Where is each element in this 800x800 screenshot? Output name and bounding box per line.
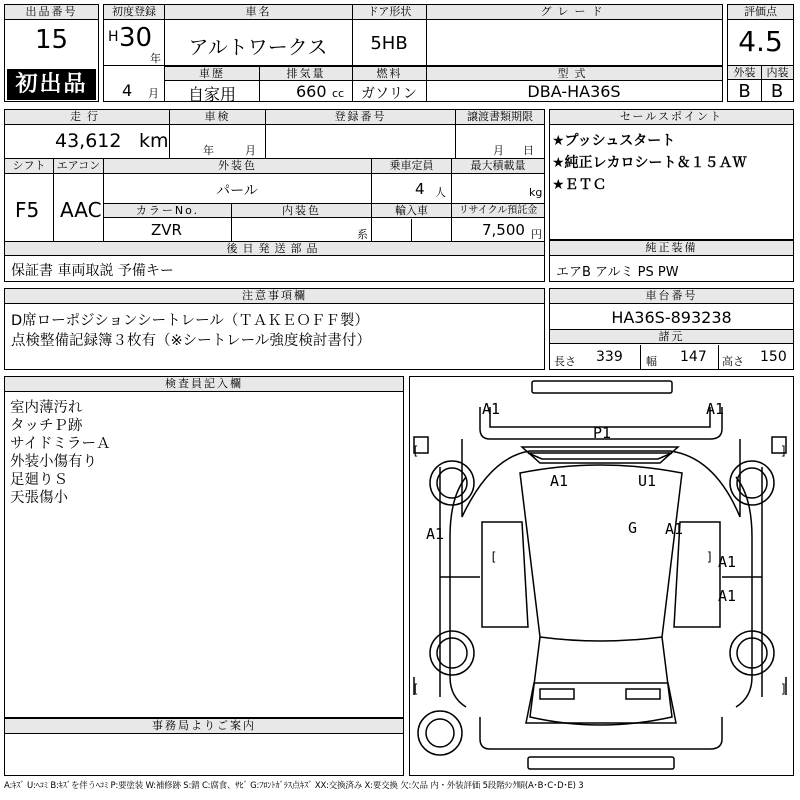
transfer-month-unit: 月 bbox=[493, 144, 504, 157]
lot-number-box bbox=[4, 4, 99, 102]
height: 150 bbox=[760, 349, 787, 365]
width-label: 幅 bbox=[646, 355, 657, 368]
year-unit: 年 bbox=[150, 52, 161, 65]
sales-point-1: ★プッシュスタート bbox=[552, 133, 676, 149]
chassis-number: HA36S-893238 bbox=[611, 308, 732, 327]
svg-text:]: ] bbox=[780, 444, 788, 458]
svg-text:[: [ bbox=[412, 682, 420, 696]
displacement-unit: cc bbox=[332, 87, 345, 100]
door-label: ドア形状 bbox=[352, 5, 426, 20]
inspector-line-3: サイドミラーＡ bbox=[10, 436, 111, 452]
month-unit: 月 bbox=[148, 87, 159, 100]
svg-text:]: ] bbox=[780, 682, 788, 696]
mileage-label: 走行 bbox=[5, 110, 169, 125]
length-label: 長さ bbox=[554, 355, 576, 368]
inspector-label: 検査員記入欄 bbox=[5, 377, 403, 392]
chassis-box bbox=[549, 288, 794, 370]
shift-label: シフト bbox=[5, 159, 53, 174]
length: 339 bbox=[596, 349, 623, 365]
lot-number: 15 bbox=[34, 25, 69, 55]
damage-mark-front-right: A1 bbox=[706, 400, 725, 418]
grade-label: グレード bbox=[426, 5, 722, 20]
sales-points-box bbox=[549, 109, 794, 240]
shift: F5 bbox=[15, 198, 40, 222]
car-diagram-box bbox=[409, 376, 794, 776]
sales-point-2: ★純正レカロシート＆１５ＡＷ bbox=[552, 155, 747, 171]
capacity-unit: 人 bbox=[435, 186, 446, 199]
chassis-label: 車台番号 bbox=[550, 289, 793, 304]
history: 自家用 bbox=[187, 85, 236, 104]
interior-grade: B bbox=[770, 81, 784, 102]
door-type: 5HB bbox=[370, 33, 408, 54]
ac: AAC bbox=[60, 198, 102, 222]
interior-grade-label: 内装 bbox=[761, 65, 793, 80]
recycle-unit: 円 bbox=[531, 228, 542, 241]
damage-mark-right-door-front: A1 bbox=[718, 553, 737, 571]
history-label: 車歴 bbox=[165, 66, 259, 81]
color-no-label: カラーNo. bbox=[104, 203, 231, 218]
inspector-line-6: 天張傷小 bbox=[10, 490, 68, 506]
mileage-unit: km bbox=[139, 130, 169, 152]
first-reg-label: 初度登録 bbox=[104, 5, 164, 20]
genuine-equipment-label: 純正装備 bbox=[550, 241, 793, 256]
later-parts-label: 後日発送部品 bbox=[5, 241, 544, 256]
transfer-day-unit: 日 bbox=[523, 144, 534, 157]
inspector-box bbox=[4, 376, 404, 718]
inspection-year-unit: 年 bbox=[203, 144, 214, 157]
exterior-grade: B bbox=[738, 81, 751, 102]
notes-label: 注意事項欄 bbox=[5, 289, 544, 304]
fuel-label: 燃料 bbox=[352, 66, 426, 81]
model: DBA-HA36S bbox=[527, 82, 621, 101]
inspection-label: 車検 bbox=[169, 110, 265, 125]
damage-mark-roof: G bbox=[628, 519, 638, 537]
notes-line-1: D席ローポジションシートレール（ＴＡＫＥＯＦＦ製） bbox=[11, 313, 369, 329]
details-grid bbox=[4, 109, 545, 256]
recycle-label: リサイクル預託金 bbox=[451, 203, 544, 218]
import-label: 輸入車 bbox=[371, 203, 451, 218]
width: 147 bbox=[680, 349, 707, 365]
int-color-label: 内装色 bbox=[231, 203, 371, 218]
svg-text:[: [ bbox=[490, 550, 498, 564]
exterior-grade-label: 外装 bbox=[728, 65, 761, 80]
svg-text:]: ] bbox=[706, 550, 714, 564]
reg-no-label: 登録番号 bbox=[265, 110, 455, 125]
first-reg-year: 30 bbox=[119, 23, 153, 53]
ext-color-label: 外装色 bbox=[103, 159, 371, 174]
int-color-unit: 系 bbox=[357, 228, 368, 241]
damage-mark-left-side: A1 bbox=[426, 525, 445, 543]
notes-line-2: 点検整備記録簿３枚有（※シートレール強度検討書付） bbox=[11, 333, 371, 349]
height-label: 高さ bbox=[722, 355, 744, 368]
office-box bbox=[4, 718, 404, 776]
displacement: 660 bbox=[296, 82, 327, 101]
notes-box bbox=[4, 288, 545, 370]
max-load-unit: kg bbox=[529, 186, 543, 199]
genuine-equipment-box bbox=[549, 240, 794, 282]
score-label: 評価点 bbox=[728, 5, 793, 20]
vehicle-header-grid bbox=[103, 4, 723, 102]
inspection-month-unit: 月 bbox=[245, 144, 256, 157]
damage-mark-front-left: A1 bbox=[482, 400, 501, 418]
score-box bbox=[727, 4, 794, 102]
model-label: 型式 bbox=[426, 66, 722, 81]
car-name: アルトワークス bbox=[188, 35, 328, 59]
lot-number-label: 出品番号 bbox=[5, 5, 98, 20]
damage-mark-hood-left: A1 bbox=[550, 472, 569, 490]
damage-mark-hood-right: U1 bbox=[638, 472, 657, 490]
damage-mark-right-door-rear: A1 bbox=[718, 587, 737, 605]
displacement-label: 排気量 bbox=[259, 66, 352, 81]
later-parts-box bbox=[4, 255, 545, 282]
color-no: ZVR bbox=[151, 221, 182, 239]
damage-mark-windshield: P1 bbox=[593, 424, 612, 442]
ext-color: パール bbox=[216, 183, 258, 199]
capacity: 4 bbox=[415, 180, 425, 198]
inspector-line-4: 外装小傷有り bbox=[10, 454, 97, 470]
recycle: 7,500 bbox=[482, 221, 525, 239]
ac-label: エアコン bbox=[53, 159, 103, 174]
damage-mark-roof-right: A1 bbox=[665, 520, 684, 538]
sales-point-3: ★ＥＴＣ bbox=[552, 177, 607, 193]
svg-text:[: [ bbox=[412, 444, 420, 458]
inspector-line-2: タッチＰ跡 bbox=[10, 418, 83, 434]
fuel: ガソリン bbox=[361, 86, 417, 102]
inspector-line-5: 足廻りＳ bbox=[10, 472, 68, 488]
score: 4.5 bbox=[738, 25, 783, 58]
transfer-label: 譲渡書類期限 bbox=[455, 110, 544, 125]
spec-label: 諸元 bbox=[550, 329, 793, 344]
later-parts: 保証書 車両取説 予備キー bbox=[11, 263, 174, 279]
genuine-equipment: エアB アルミ PS PW bbox=[556, 265, 679, 280]
mileage: 43,612 bbox=[55, 130, 122, 152]
max-load-label: 最大積載量 bbox=[451, 159, 544, 174]
first-listing-badge: 初出品 bbox=[7, 69, 96, 100]
car-name-label: 車名 bbox=[164, 5, 352, 20]
inspector-line-1: 室内薄汚れ bbox=[10, 400, 83, 416]
era: H bbox=[108, 29, 119, 45]
office-label: 事務局よりご案内 bbox=[5, 719, 403, 734]
legend: A:ｷｽﾞ U:ﾍｺﾐ B:ｷｽﾞを伴うﾍｺﾐ P:要塗装 W:補修跡 S:錆 C:腐食、ｻﾋﾞ G:ﾌﾛﾝﾄｶﾞﾗｽ点ｷｽﾞ XX:交換済み X:要交換 欠:欠品 内・外装評価 5段階ﾗﾝｸ順(A･B･C･D･E) 3 bbox=[4, 781, 584, 791]
capacity-label: 乗車定員 bbox=[371, 159, 451, 174]
first-reg-month: 4 bbox=[122, 81, 133, 100]
sales-points-label: セールスポイント bbox=[550, 110, 793, 125]
